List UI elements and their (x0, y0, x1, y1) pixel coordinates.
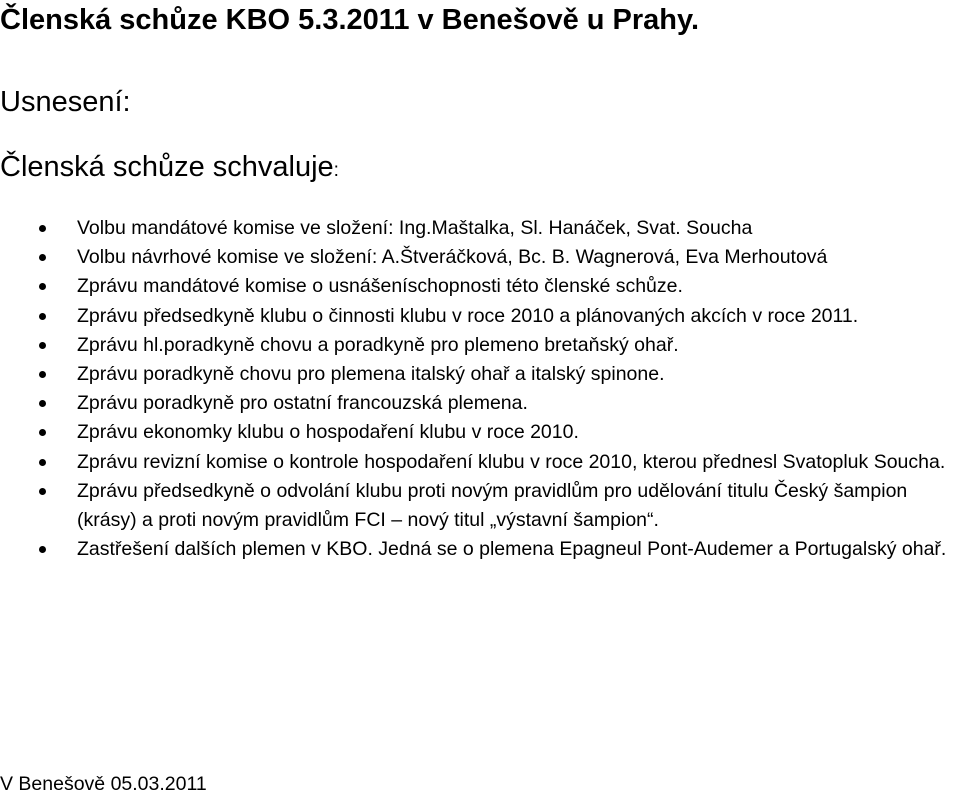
bullet-icon (39, 313, 46, 320)
resolution-item-proposal-committee-election (0, 243, 959, 272)
bullet-icon (39, 342, 46, 349)
resolution-item-text: Volbu návrhové komise ve složení: A.Štveráčková, Bc. B. Wagnerová, Eva Merhoutová (77, 246, 828, 269)
resolution-item-text: Zprávu předsedkyně klubu o činnosti klubu v roce 2010 a plánovaných akcích v roce 2011. (77, 304, 859, 327)
resolution-item-breeding-advisor-report (0, 331, 959, 360)
resolution-item-text: Volbu mandátové komise ve složení: Ing.Maštalka, Sl. Hanáček, Svat. Soucha (77, 217, 753, 239)
resolution-item-breed-coverage (0, 535, 959, 564)
document-title: Členská schůze KBO 5.3.2011 v Benešově u Prahy. (0, 4, 700, 36)
resolution-item-mandate-committee-election (0, 214, 959, 243)
bullet-icon (39, 546, 46, 553)
bullet-icon (39, 371, 46, 378)
footer-place-date: V Benešově 05.03.2011 (0, 773, 207, 795)
resolution-item-champion-title-appeal (0, 477, 959, 535)
approves-heading-colon: : (333, 160, 339, 181)
resolution-item-italian-breeds-report (0, 360, 959, 389)
resolution-item-text: Zprávu předsedkyně o odvolání klubu proti novým pravidlům pro udělování titulu Český šampion (krásy) a proti novým pravidlům FCI – nový titul „výstavní šampion“. (77, 479, 908, 532)
resolution-item-mandate-committee-report (0, 272, 959, 301)
resolution-item-french-breeds-report (0, 389, 959, 418)
resolution-item-economy-report (0, 418, 959, 447)
resolution-item-text: Zprávu ekonomky klubu o hospodaření klubu v roce 2010. (77, 421, 579, 444)
resolution-item-text: Zprávu mandátové komise o usnášeníschopnosti této členské schůze. (77, 275, 683, 298)
approves-heading (0, 148, 339, 190)
resolution-item-text: Zprávu poradkyně pro ostatní francouzská plemena. (77, 392, 528, 415)
resolution-item-text: Zprávu revizní komise o kontrole hospodaření klubu v roce 2010, kterou přednesl Svatopluk Soucha. (77, 450, 946, 473)
resolution-item-text: Zprávu hl.poradkyně chovu a poradkyně pro plemeno bretaňský ohař. (77, 333, 679, 356)
approves-heading-text: Členská schůze schvaluje (0, 151, 334, 183)
bullet-icon (39, 429, 46, 436)
bullet-icon (39, 488, 46, 495)
bullet-icon (39, 254, 46, 261)
resolution-items (0, 214, 959, 564)
bullet-icon (39, 283, 46, 290)
resolution-item-text: Zastřešení dalších plemen v KBO. Jedná se o plemena Epagneul Pont-Audemer a Portugalský ohař. (77, 538, 947, 561)
bullet-icon (39, 400, 46, 407)
resolution-item-audit-committee-report (0, 448, 959, 477)
bullet-icon (39, 225, 46, 232)
resolution-item-text: Zprávu poradkyně chovu pro plemena italský ohař a italský spinone. (77, 363, 665, 386)
resolution-heading: Usnesení: (0, 86, 131, 118)
resolution-item-chairwoman-report (0, 302, 959, 331)
bullet-icon (39, 459, 46, 466)
